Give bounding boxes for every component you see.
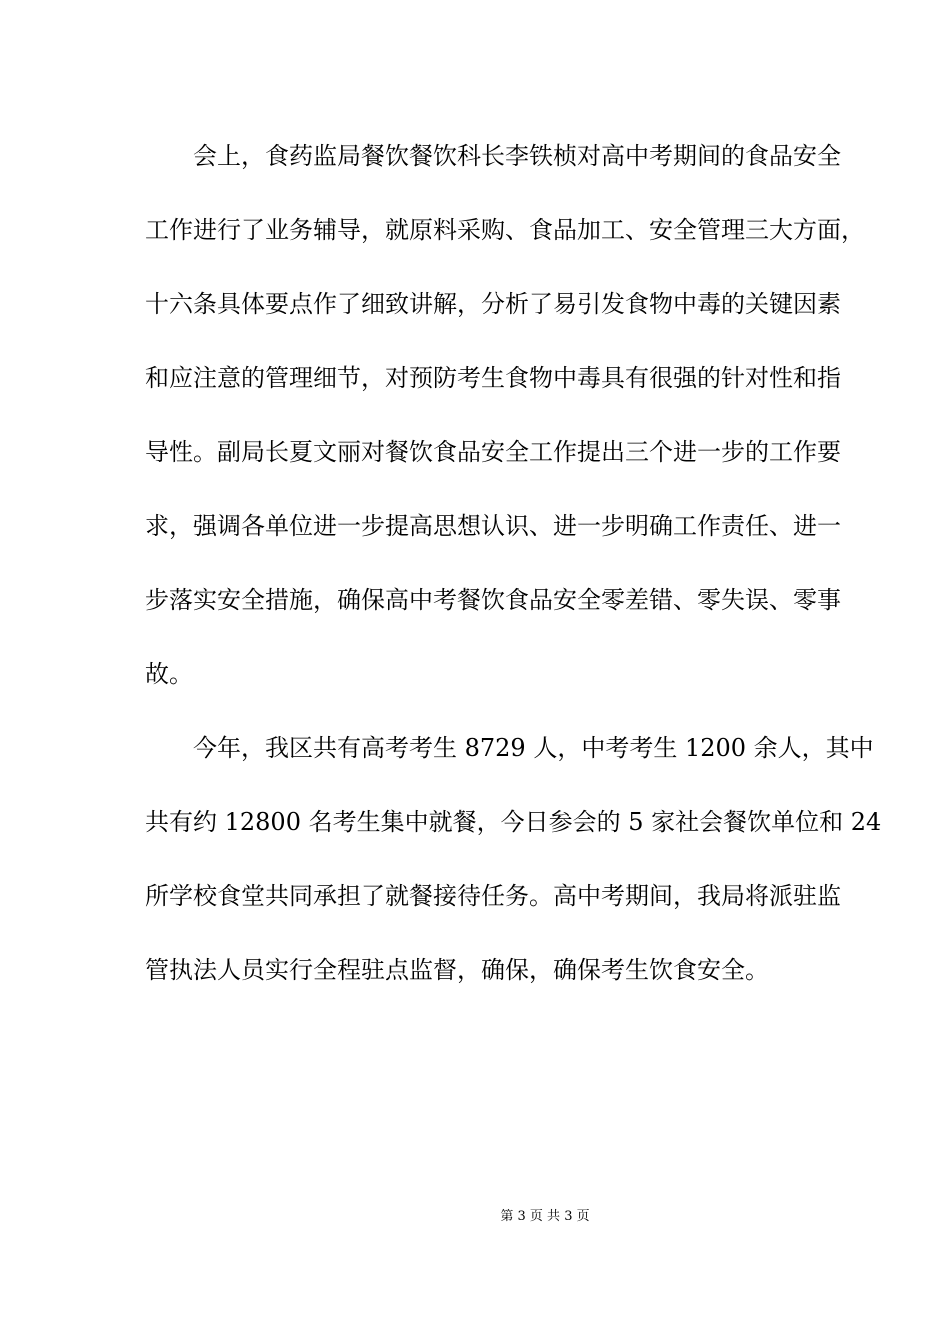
text-line: 会上，食药监局餐饮餐饮科长李铁桢对高中考期间的食品安全 [193, 142, 841, 170]
text-line: 步落实安全措施，确保高中考餐饮食品安全零差错、零失误、零事 [145, 586, 841, 614]
page-footer [0, 1208, 950, 1226]
page-number: 第 3 页 共 3 页 [500, 1209, 590, 1224]
text-line: 导性。副局长夏文丽对餐饮食品安全工作提出三个进一步的工作要 [145, 438, 841, 466]
paragraph-meeting [145, 131, 865, 723]
document-body [145, 131, 882, 1019]
text-line: 所学校食堂共同承担了就餐接待任务。高中考期间，我局将派驻监 [145, 882, 841, 910]
paragraph-exam-stats [145, 723, 882, 1019]
text-line: 今年，我区共有高考考生 8729 人，中考考生 1200 余人，其中 [193, 734, 874, 762]
text-line: 故。 [145, 660, 193, 688]
text-line: 和应注意的管理细节，对预防考生食物中毒具有很强的针对性和指 [145, 364, 841, 392]
text-line: 求，强调各单位进一步提高思想认识、进一步明确工作责任、进一 [145, 512, 841, 540]
text-line: 十六条具体要点作了细致讲解，分析了易引发食物中毒的关键因素 [145, 290, 841, 318]
text-line: 共有约 12800 名考生集中就餐，今日参会的 5 家社会餐饮单位和 24 [145, 808, 882, 836]
text-line: 工作进行了业务辅导，就原料采购、食品加工、安全管理三大方面， [145, 216, 865, 244]
text-line: 管执法人员实行全程驻点监督，确保，确保考生饮食安全。 [145, 956, 769, 984]
